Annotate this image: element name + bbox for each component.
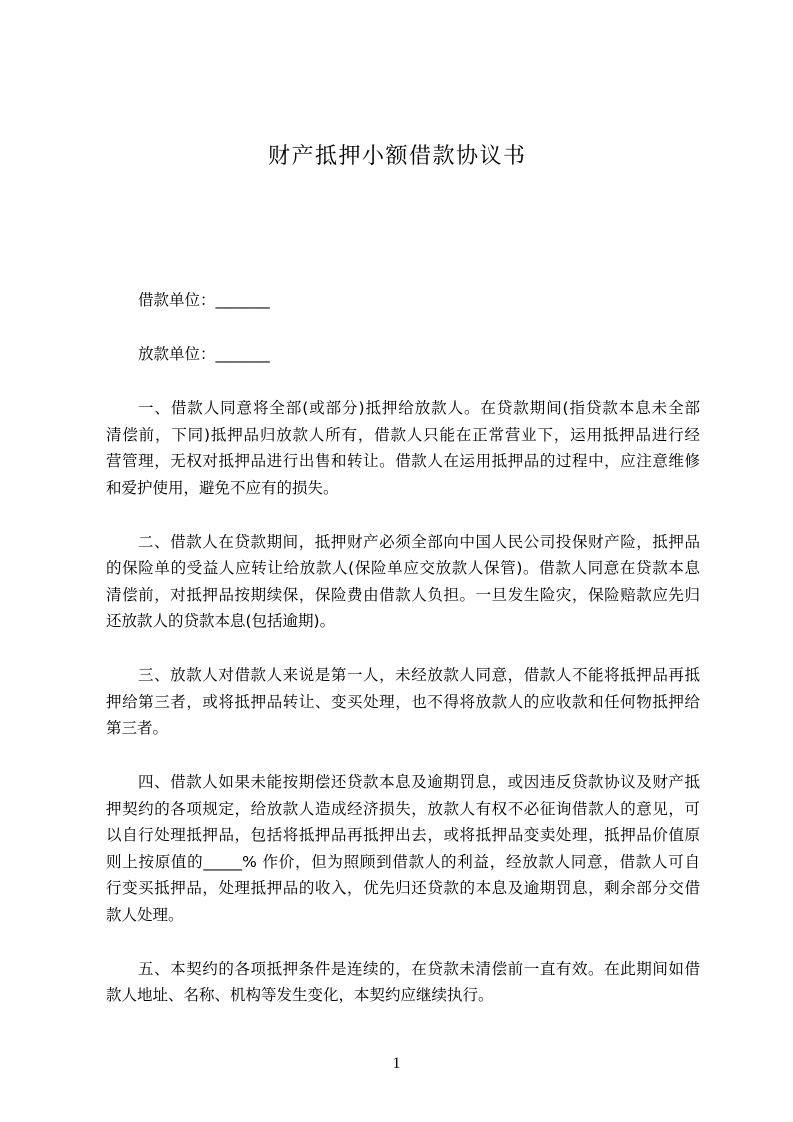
clause-3 (106, 662, 700, 742)
clause-line: 四、借款人如果未能按期偿还贷款本息及逾期罚息，或因违反贷款协议及财产抵 (138, 773, 700, 791)
clause-line: 押契约的各项规定，给放款人造成经济损失，放款人有权不必征询借款人的意见，可 (106, 799, 700, 818)
document-body (106, 287, 700, 1036)
party-blank: _______ (215, 345, 270, 363)
page-number: 1 (392, 1055, 401, 1072)
party-label: 借款单位： (138, 291, 216, 309)
clause-line: 清偿前，对抵押品按期续保，保险费由借款人负担。一旦发生险灾，保险赔款应先归 (106, 585, 700, 604)
clause-2 (106, 529, 700, 635)
lender-party-line (106, 341, 700, 368)
clause-line: 则上按原值的_____% 作价，但为照顾到借款人的利益，经放款人同意，借款人可自 (106, 852, 700, 871)
clause-line: 和爱护使用，避免不应有的损失。 (106, 478, 339, 497)
party-blank: _______ (215, 291, 270, 309)
document-title: 财产抵押小额借款协议书 (267, 144, 527, 169)
clause-line: 第三者。 (106, 719, 169, 737)
clause-1 (106, 395, 700, 501)
clause-line: 押给第三者，或将抵押品转让、变买处理，也不得将放款人的应收款和任何物抵押给 (106, 692, 700, 711)
clause-line: 营管理，无权对抵押品进行出售和转让。借款人在运用抵押品的过程中，应注意维修 (106, 452, 700, 470)
clause-line: 还放款人的贷款本息(包括逾期)。 (106, 612, 336, 630)
clause-line: 三、放款人对借款人来说是第一人，未经放款人同意，借款人不能将抵押品再抵 (138, 666, 700, 684)
clause-line: 行变买抵押品，处理抵押品的收入，优先归还贷款的本息及逾期罚息，剩余部分交借 (106, 879, 700, 897)
party-label: 放款单位： (138, 345, 216, 363)
clause-line: 的保险单的受益人应转让给放款人(保险单应交放款人保管)。借款人同意在贷款本息 (106, 559, 700, 577)
borrower-party-line (106, 287, 700, 314)
clause-line: 以自行处理抵押品，包括将抵押品再抵押出去，或将抵押品变卖处理，抵押品价值原 (106, 826, 700, 844)
clause-line: 清偿前，下同)抵押品归放款人所有，借款人只能在正常营业下，运用抵押品进行经 (106, 425, 700, 444)
clause-line: 款人处理。 (106, 905, 184, 924)
clause-4 (106, 769, 700, 928)
clause-line: 五、本契约的各项抵押条件是连续的，在贷款未清偿前一直有效。在此期间如借 (138, 959, 700, 978)
clause-line: 一、借款人同意将全部(或部分)抵押给放款人。在贷款期间(指贷款本息未全部 (138, 399, 700, 417)
clause-5 (106, 956, 700, 1009)
clause-line: 款人地址、名称、机构等发生变化，本契约应继续执行。 (106, 986, 494, 1004)
clause-line: 二、借款人在贷款期间，抵押财产必须全部向中国人民公司投保财产险，抵押品 (138, 532, 700, 551)
